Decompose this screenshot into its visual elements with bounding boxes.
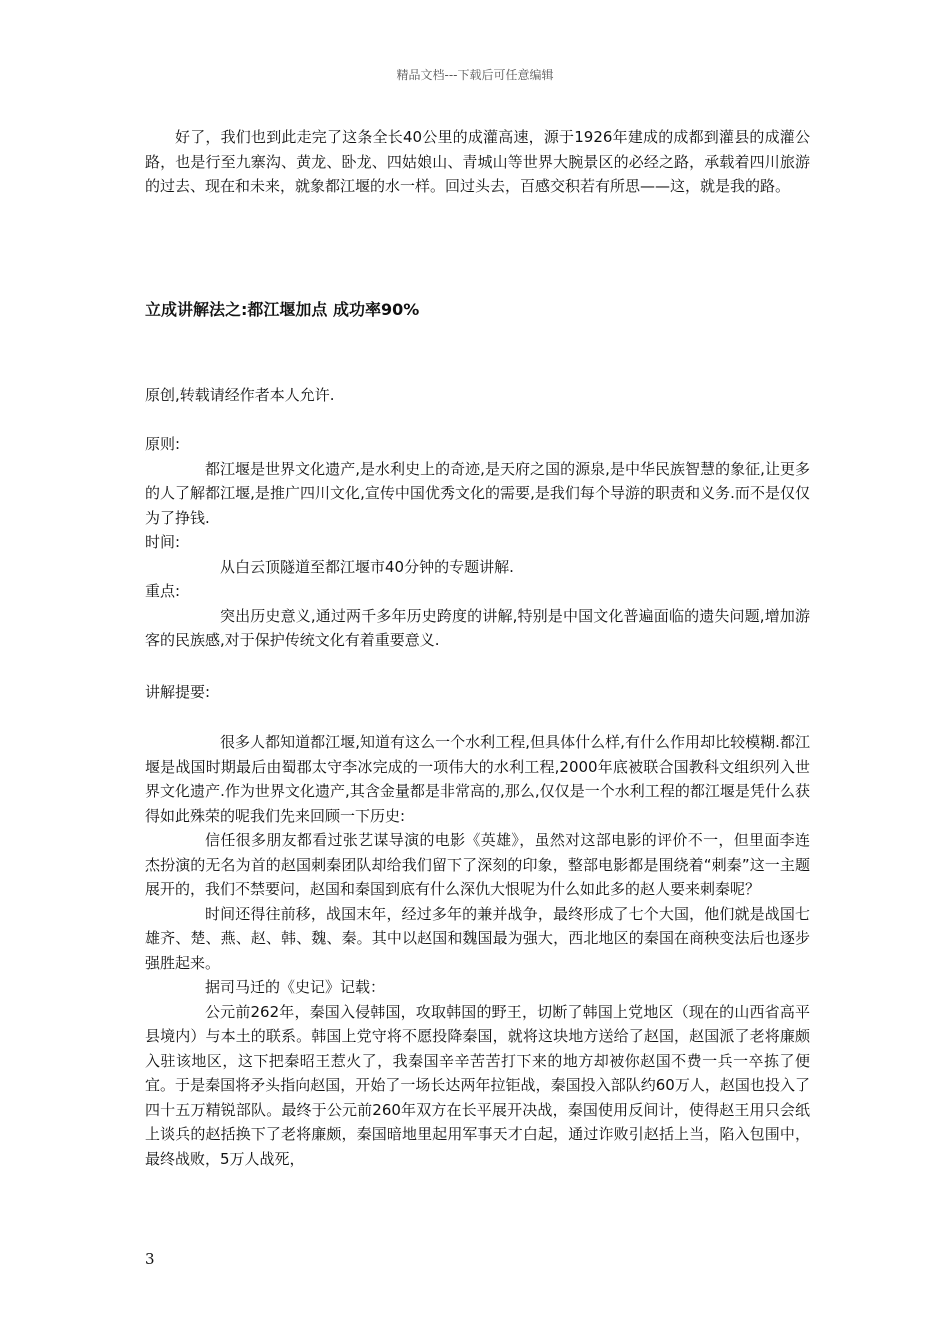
page-number: 3 [145,1250,155,1268]
time-label: 时间: [145,533,181,551]
principle-text: 都江堰是世界文化遗产,是水利史上的奇迹,是天府之国的源泉,是中华民族智慧的象征,让更多的人了解都江堰,是推广四川文化,宣传中国优秀文化的需要,是我们每个导游的职责和义务.而不是仅仅为了挣钱. [145,459,810,527]
article-title: 立成讲解法之:都江堰加点 成功率90% [145,300,420,319]
header-note: 精品文档---下载后可任意编辑 [396,68,554,82]
body-paragraph: 信任很多朋友都看过张艺谋导演的电影《英雄》，虽然对这部电影的评价不一，但里面李连杰扮演的无名为首的赵国刺秦团队却给我们留下了深刻的印象，整部电影都是围绕着“刺秦”这一主题展开的，我们不禁要问，赵国和秦国到底有什么深仇大恨呢为什么如此多的赵人要来刺秦呢？ [145,831,810,898]
principle-label: 原则: [145,435,181,453]
body-paragraph: 很多人都知道都江堰,知道有这么一个水利工程,但具体什么样,有什么作用却比较模糊.都江堰是战国时期最后由蜀郡太守李冰完成的一项伟大的水利工程,2000年底被联合国教科文组织列入世界文化遗产.作为世界文化遗产,其含金量都是非常高的,那么,仅仅是一个水利工程的都江堰是凭什么获得如此殊荣的呢我们先来回顾一下历史: [145,733,810,825]
principle-section [145,432,810,653]
article-body [145,730,810,1171]
summary-label: 讲解提要: [145,683,211,701]
body-paragraph: 据司马迁的《史记》记载： [205,978,386,996]
intro-paragraph: 好了，我们也到此走完了这条全长40公里的成灌高速，源于1926年建成的成都到灌县的成灌公路，也是行至九寨沟、黄龙、卧龙、四姑娘山、青城山等世界大腕景区的必经之路，承载着四川旅游的过去、现在和未来，就象都江堰的水一样。回过头去，百感交积若有所思——这，就是我的路。 [145,128,810,195]
body-paragraph: 公元前262年，秦国入侵韩国，攻取韩国的野王，切断了韩国上党地区（现在的山西省高平县境内）与本土的联系。韩国上党守将不愿投降秦国，就将这块地方送给了赵国，赵国派了老将廉颇入驻该地区，这下把秦昭王惹火了，我秦国辛辛苦苦打下来的地方却被你赵国不费一兵一卒拣了便宜。于是秦国将矛头指向赵国，开始了一场长达两年拉钜战，秦国投入部队约60万人，赵国也投入了四十五万精锐部队。最终于公元前260年双方在长平展开决战，秦国使用反间计，使得赵王用只会纸上谈兵的赵括换下了老将廉颇，秦国暗地里起用军事天才白起，通过诈败引赵括上当，陷入包围中，最终战败，5万人战死， [145,1002,810,1168]
time-text: 从白云顶隧道至都江堰市40分钟的专题讲解. [220,557,514,576]
focus-text: 突出历史意义,通过两千多年历史跨度的讲解,特别是中国文化普遍面临的遗失问题,增加游客的民族感,对于保护传统文化有着重要意义. [145,606,810,649]
body-paragraph: 时间还得往前移，战国末年，经过多年的兼并战争，最终形成了七个大国，他们就是战国七雄齐、楚、燕、赵、韩、魏、秦。其中以赵国和魏国最为强大，西北地区的秦国在商秧变法后也逐步强胜起来。 [145,904,810,972]
intro-section [145,125,810,199]
copyright-note: 原创,转载请经作者本人允许. [145,386,335,404]
focus-label: 重点: [145,582,181,600]
